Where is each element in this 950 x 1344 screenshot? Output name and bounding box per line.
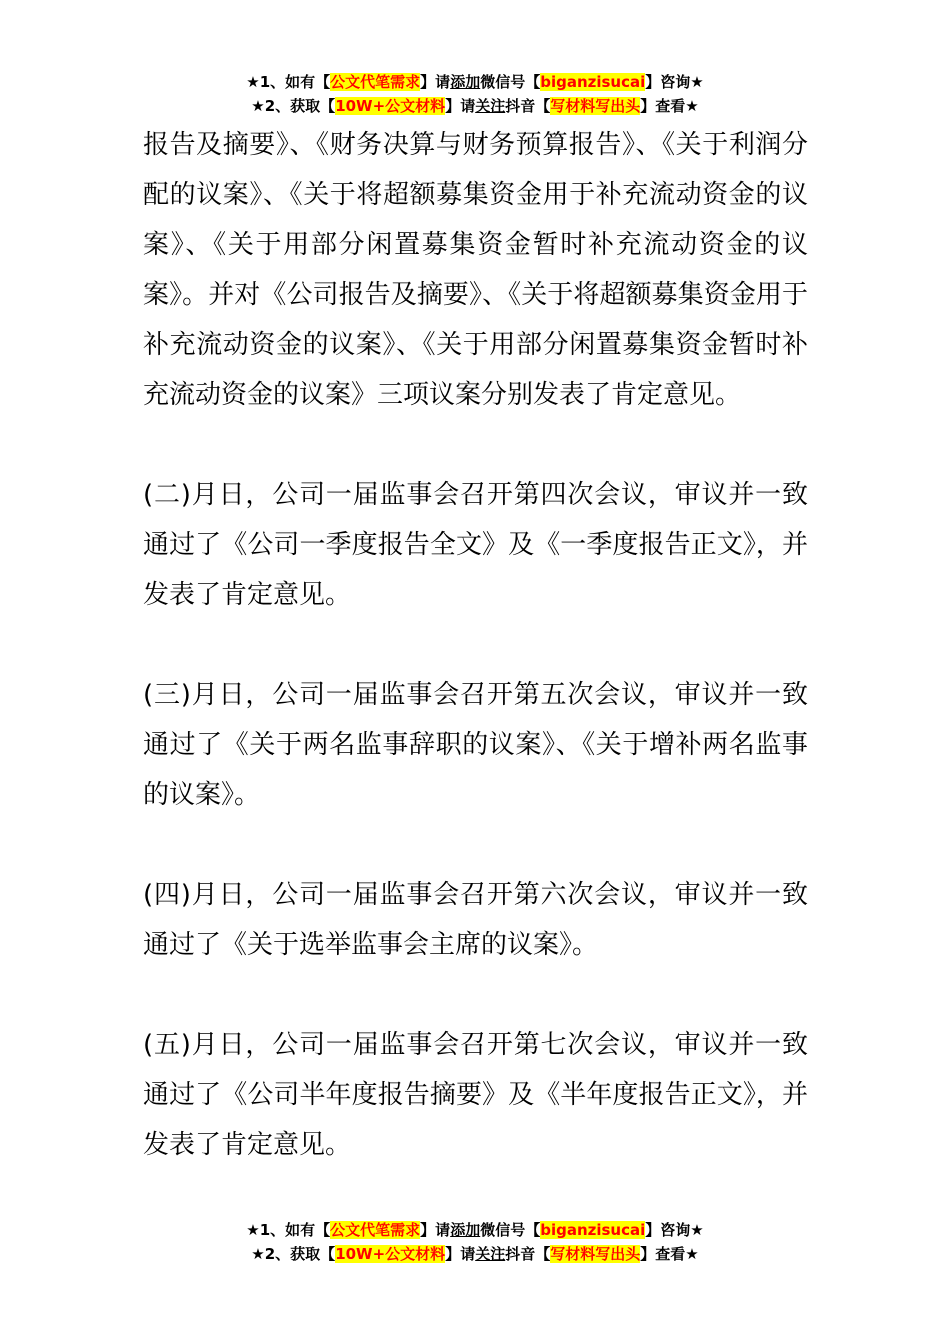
promo-text: ★1、如有【 xyxy=(246,73,331,91)
promo-text: 微信号【 xyxy=(480,1221,541,1239)
promo-text: 微信号【 xyxy=(480,73,541,91)
promo-text: 】查看★ xyxy=(640,97,699,115)
promo-highlight: biganzisucai xyxy=(540,1221,646,1239)
promo-text: 】查看★ xyxy=(640,1245,699,1263)
promo-highlight: 10W+公文材料 xyxy=(335,97,446,115)
promo-text: ★2、获取【 xyxy=(251,97,336,115)
paragraph-continued: 报告及摘要》、《财务决算与财务预算报告》、《关于利润分配的议案》、《关于将超额募集资金用于补充流动资金的议案》、《关于用部分闲置募集资金暂时补充流动资金的议案》。并对《公司报告及摘要》、《关于将超额募集资金用于补充流动资金的议案》、《关于用部分闲置募集资金暂时补充流动资金的议案》三项议案分别发表了肯定意见。 xyxy=(143,130,808,410)
promo-highlight: 写材料写出头 xyxy=(550,1245,641,1263)
promo-text: ★1、如有【 xyxy=(246,1221,331,1239)
promo-text: 】请 xyxy=(420,1221,451,1239)
promo-highlight: biganzisucai xyxy=(540,73,646,91)
promo-text: 】请 xyxy=(445,97,476,115)
promo-text: ★2、获取【 xyxy=(251,1245,336,1263)
header-promo xyxy=(0,70,950,118)
promo-text: 关注 xyxy=(475,1245,506,1263)
promo-highlight: 写材料写出头 xyxy=(550,97,641,115)
paragraph-item-3: (三)月日，公司一届监事会召开第五次会议，审议并一致通过了《关于两名监事辞职的议案》、《关于增补两名监事的议案》。 xyxy=(143,680,808,810)
promo-highlight: 公文代笔需求 xyxy=(330,1221,421,1239)
promo-text: 】咨询★ xyxy=(645,73,704,91)
paragraph-item-5: (五)月日，公司一届监事会召开第七次会议，审议并一致通过了《公司半年度报告摘要》及《半年度报告正文》，并发表了肯定意见。 xyxy=(143,1030,808,1160)
promo-line-2 xyxy=(0,94,950,118)
paragraph-item-2: (二)月日，公司一届监事会召开第四次会议，审议并一致通过了《公司一季度报告全文》及《一季度报告正文》，并发表了肯定意见。 xyxy=(143,480,808,610)
promo-line-2 xyxy=(0,1242,950,1266)
promo-text: 】咨询★ xyxy=(645,1221,704,1239)
document-body xyxy=(143,120,808,1170)
promo-highlight: 公文代笔需求 xyxy=(330,73,421,91)
promo-text: 】请 xyxy=(445,1245,476,1263)
promo-text: 添加 xyxy=(450,73,481,91)
promo-text: 关注 xyxy=(475,97,506,115)
promo-highlight: 10W+公文材料 xyxy=(335,1245,446,1263)
promo-text: 抖音【 xyxy=(505,97,551,115)
promo-text: 】请 xyxy=(420,73,451,91)
footer-promo xyxy=(0,1218,950,1266)
promo-text: 添加 xyxy=(450,1221,481,1239)
paragraph-item-4: (四)月日，公司一届监事会召开第六次会议，审议并一致通过了《关于选举监事会主席的议案》。 xyxy=(143,880,808,960)
promo-line-1 xyxy=(0,1218,950,1242)
promo-text: 抖音【 xyxy=(505,1245,551,1263)
promo-line-1 xyxy=(0,70,950,94)
